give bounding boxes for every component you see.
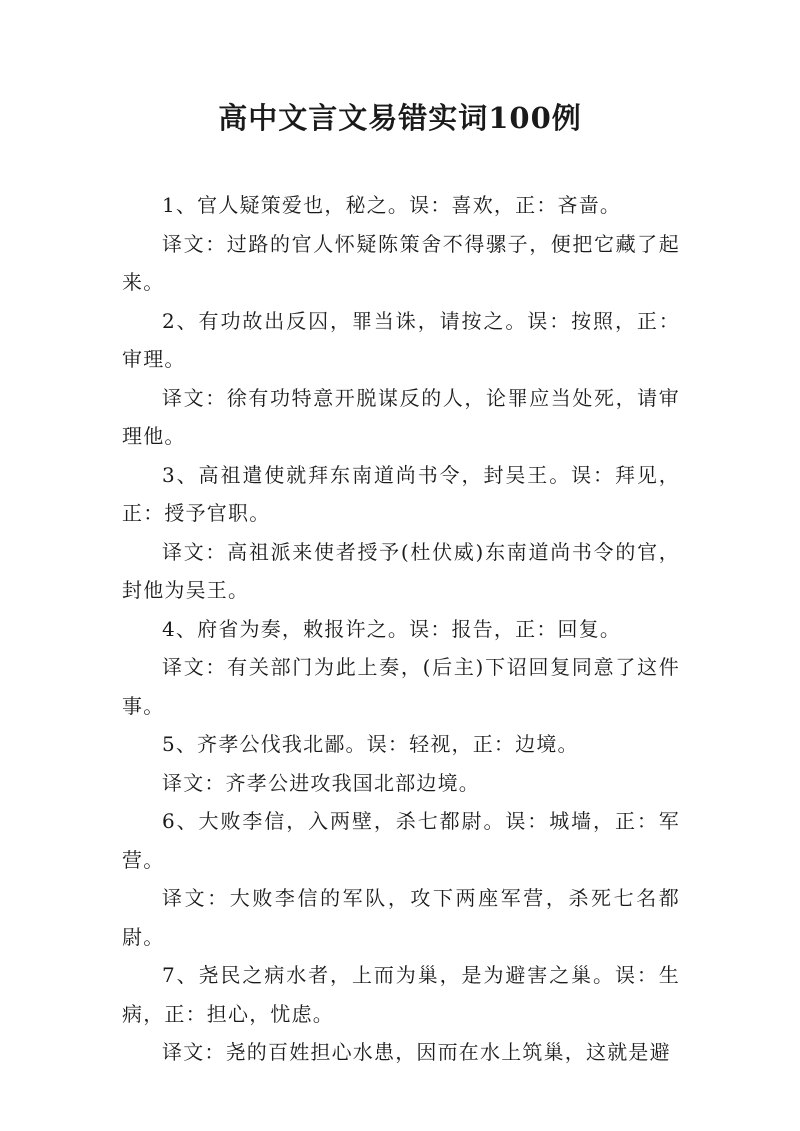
paragraph-1: 1、官人疑策爱也，秘之。误：喜欢，正：吝啬。 (162, 193, 622, 217)
paragraph-3: 3、高祖遣使就拜东南道尚书令，封吴王。误：拜见，正：授予官职。 (122, 462, 680, 525)
paragraph-6-translation: 译文：大败李信的军队，攻下两座军营，杀死七名都尉。 (122, 886, 680, 949)
paragraph-3-translation: 译文：高祖派来使者授予(杜伏威)东南道尚书令的官，封他为吴王。 (122, 539, 680, 602)
document-title: 高中文言文易错实词100例 (218, 101, 582, 135)
paragraph-4: 4、府省为奏，敕报许之。误：报告，正：回复。 (162, 616, 622, 641)
paragraph-1-translation: 译文：过路的官人怀疑陈策舍不得骡子，便把它藏了起来。 (122, 231, 680, 294)
paragraph-4-translation: 译文：有关部门为此上奏，(后主)下诏回复同意了这件事。 (122, 655, 680, 718)
paragraph-7: 7、尧民之病水者，上而为巢，是为避害之巢。误：生病，正：担心，忧虑。 (122, 963, 680, 1026)
paragraph-5: 5、齐孝公伐我北鄙。误：轻视，正：边境。 (162, 732, 579, 756)
document-body (122, 186, 680, 1072)
paragraph-2: 2、有功故出反囚，罪当诛，请按之。误：按照，正：审理。 (122, 308, 680, 371)
paragraph-6: 6、大败李信，入两壁，杀七都尉。误：城墙，正：军营。 (122, 809, 680, 872)
paragraph-2-translation: 译文：徐有功特意开脱谋反的人，论罪应当处死，请审理他。 (122, 385, 680, 448)
paragraph-5-translation: 译文：齐孝公进攻我国北部边境。 (162, 770, 480, 795)
paragraph-7-translation: 译文：尧的百姓担心水患，因而在水上筑巢，这就是避 (162, 1040, 671, 1064)
